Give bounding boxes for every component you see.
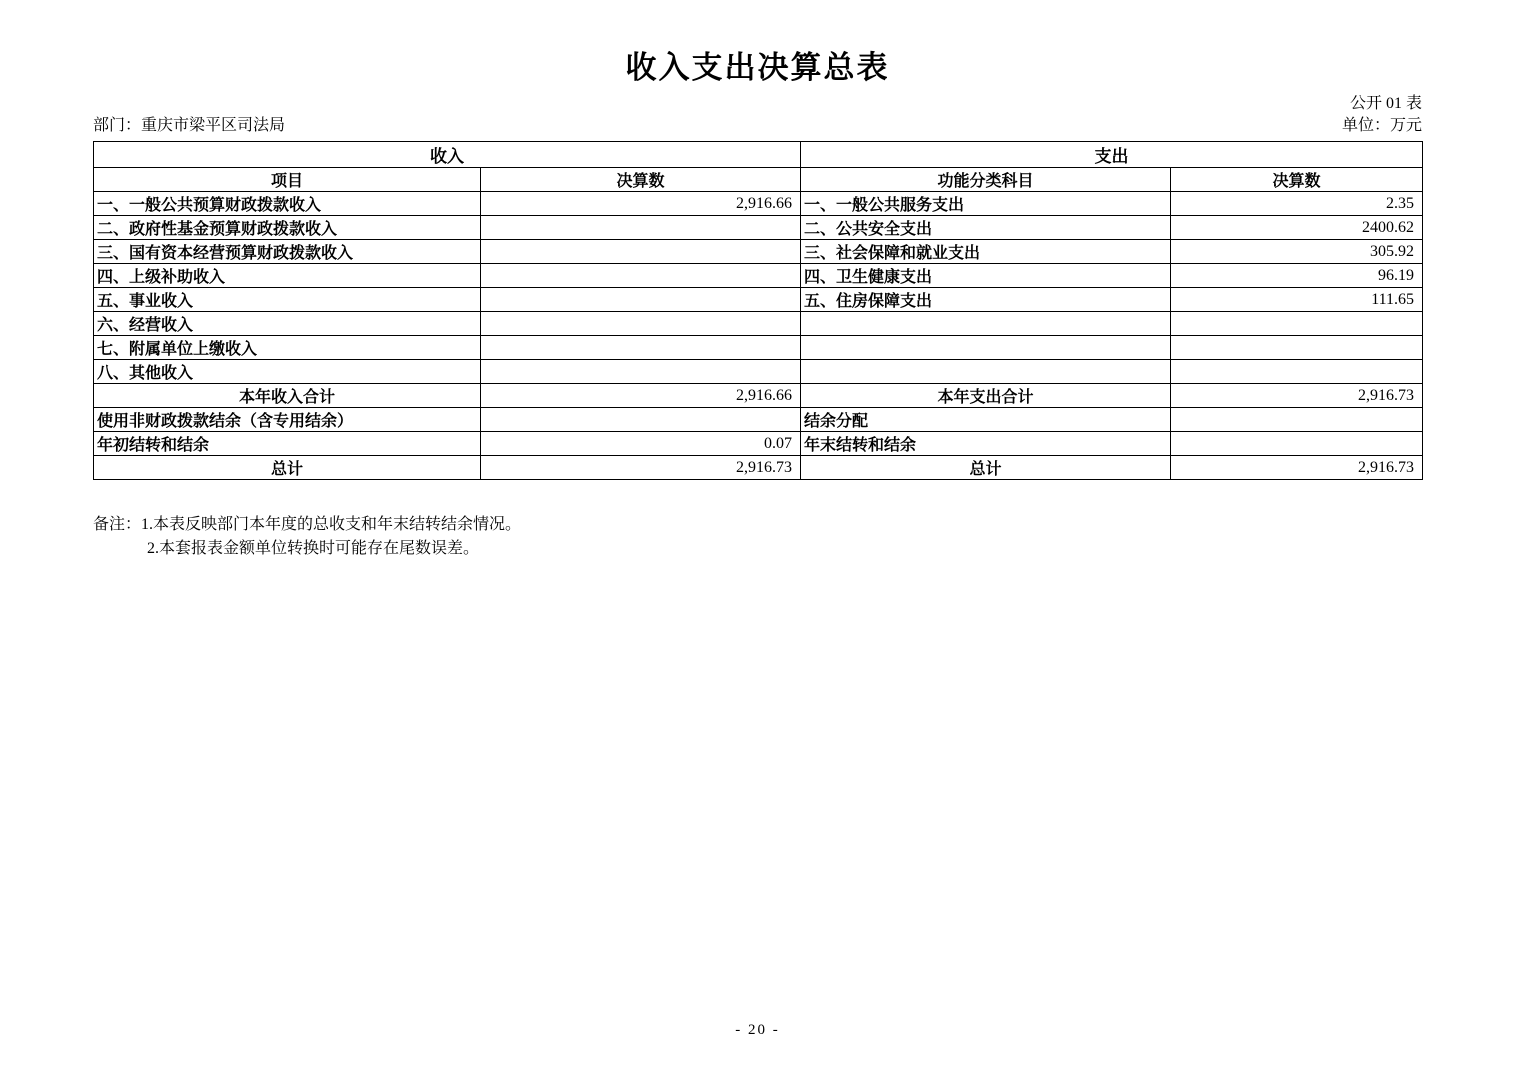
income-value-cell: 2,916.66 xyxy=(481,192,801,216)
expense-item-cell: 四、卫生健康支出 xyxy=(801,264,1171,288)
table-row xyxy=(94,288,1423,312)
unit-label: 单位：万元 xyxy=(1341,117,1422,134)
income-value-cell xyxy=(481,312,801,336)
expense-item-column-header: 功能分类科目 xyxy=(801,168,1171,192)
income-item-cell: 二、政府性基金预算财政拨款收入 xyxy=(94,216,481,240)
expense-section-header: 支出 xyxy=(801,142,1423,168)
balance-row xyxy=(94,408,1423,432)
income-item-cell: 七、附属单位上缴收入 xyxy=(94,336,481,360)
income-item-cell: 八、其他收入 xyxy=(94,360,481,384)
page-title: 收入支出决算总表 xyxy=(625,50,890,85)
expense-grand-total-value: 2,916.73 xyxy=(1171,456,1423,480)
column-header-row xyxy=(94,168,1423,192)
expense-value-column-header: 决算数 xyxy=(1171,168,1423,192)
expense-item-cell xyxy=(801,312,1171,336)
section-header-row xyxy=(94,142,1423,168)
table-row xyxy=(94,192,1423,216)
non-fiscal-balance-value xyxy=(481,408,801,432)
income-value-cell xyxy=(481,216,801,240)
income-item-cell: 一、一般公共预算财政拨款收入 xyxy=(94,192,481,216)
expense-grand-total-label: 总计 xyxy=(801,456,1171,480)
expense-value-cell: 305.92 xyxy=(1171,240,1423,264)
expense-item-cell xyxy=(801,336,1171,360)
income-item-cell: 五、事业收入 xyxy=(94,288,481,312)
notes xyxy=(93,513,1422,561)
non-fiscal-balance-label: 使用非财政拨款结余（含专用结余） xyxy=(94,408,481,432)
expense-value-cell xyxy=(1171,312,1423,336)
table-row xyxy=(94,216,1423,240)
table-row xyxy=(94,360,1423,384)
table-row xyxy=(94,264,1423,288)
income-value-cell xyxy=(481,288,801,312)
income-grand-total-value: 2,916.73 xyxy=(481,456,801,480)
meta-row xyxy=(93,116,1422,136)
ending-balance-value xyxy=(1171,432,1423,456)
note-line-2: 2.本套报表金额单位转换时可能存在尾数误差。 xyxy=(147,540,480,557)
carryover-row xyxy=(94,432,1423,456)
page-content xyxy=(93,0,1422,561)
table-row xyxy=(94,336,1423,360)
table-row xyxy=(94,240,1423,264)
ending-balance-label: 年末结转和结余 xyxy=(801,432,1171,456)
page-number: - 20 - xyxy=(735,1022,780,1038)
grand-total-row xyxy=(94,456,1423,480)
income-item-column-header: 项目 xyxy=(94,168,481,192)
income-item-cell: 六、经营收入 xyxy=(94,312,481,336)
income-value-column-header: 决算数 xyxy=(481,168,801,192)
expense-value-cell: 2400.62 xyxy=(1171,216,1423,240)
table-row xyxy=(94,312,1423,336)
income-total-value: 2,916.66 xyxy=(481,384,801,408)
beginning-balance-label: 年初结转和结余 xyxy=(94,432,481,456)
surplus-distribution-label: 结余分配 xyxy=(801,408,1171,432)
expense-item-cell xyxy=(801,360,1171,384)
department-label: 部门：重庆市梁平区司法局 xyxy=(93,117,286,134)
expense-item-cell: 二、公共安全支出 xyxy=(801,216,1171,240)
income-grand-total-label: 总计 xyxy=(94,456,481,480)
income-value-cell xyxy=(481,336,801,360)
income-item-cell: 四、上级补助收入 xyxy=(94,264,481,288)
expense-item-cell: 一、一般公共服务支出 xyxy=(801,192,1171,216)
expense-value-cell: 2.35 xyxy=(1171,192,1423,216)
note-line-1: 备注：1.本表反映部门本年度的总收支和年末结转结余情况。 xyxy=(93,516,522,533)
expense-value-cell xyxy=(1171,336,1423,360)
expense-item-cell: 三、社会保障和就业支出 xyxy=(801,240,1171,264)
beginning-balance-value: 0.07 xyxy=(481,432,801,456)
income-value-cell xyxy=(481,240,801,264)
expense-value-cell: 96.19 xyxy=(1171,264,1423,288)
expense-total-label: 本年支出合计 xyxy=(801,384,1171,408)
income-section-header: 收入 xyxy=(94,142,801,168)
income-total-label: 本年收入合计 xyxy=(94,384,481,408)
expense-value-cell xyxy=(1171,360,1423,384)
income-item-cell: 三、国有资本经营预算财政拨款收入 xyxy=(94,240,481,264)
expense-value-cell: 111.65 xyxy=(1171,288,1423,312)
table-code: 公开 01 表 xyxy=(1349,95,1422,112)
summary-table xyxy=(93,141,1423,480)
annual-total-row xyxy=(94,384,1423,408)
income-value-cell xyxy=(481,264,801,288)
expense-item-cell: 五、住房保障支出 xyxy=(801,288,1171,312)
surplus-distribution-value xyxy=(1171,408,1423,432)
income-value-cell xyxy=(481,360,801,384)
expense-total-value: 2,916.73 xyxy=(1171,384,1423,408)
